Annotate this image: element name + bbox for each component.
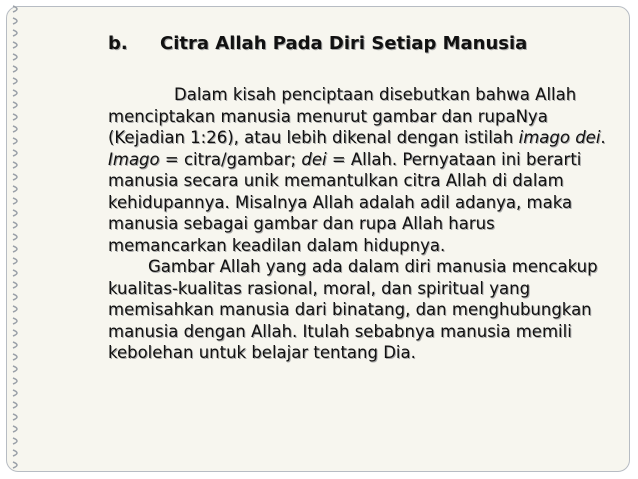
paragraph-1 — [108, 84, 608, 256]
paragraph-1-part-2: . — [600, 128, 606, 147]
heading-title: Citra Allah Pada Diri Setiap Manusia — [160, 33, 528, 54]
paragraph-1-part-1: Dalam kisah penciptaan disebutkan bahwa Allah menciptakan manusia menurut gambar dan rupaNya (Kejadian 1:26), atau lebih dikenal dengan istilah — [108, 85, 577, 147]
paragraph-2: Gambar Allah yang ada dalam diri manusia mencakup kualitas-kualitas rasional, moral, dan spiritual yang memisahkan manusia dari binatang, dan menghubungkan manusia dengan Allah. Itulah sebabnya manusia memili kebolehan untuk belajar tentang Dia. — [108, 257, 598, 362]
slide-content — [108, 32, 608, 364]
term-imago: imago — [518, 128, 570, 147]
term-imago-definition: Imago — [108, 149, 160, 169]
paragraph-1-part-3: = citra/gambar; — [159, 149, 302, 169]
term-dei-definition: dei — [301, 149, 327, 169]
heading-letter: b. — [108, 33, 128, 54]
spiral-binding-icon — [10, 0, 24, 479]
term-dei: dei — [575, 128, 601, 147]
slide-heading — [108, 32, 608, 56]
paragraph-1-part-4: = Allah. Pernyataan ini berarti manusia secara unik memantulkan citra Allah di dalam kehidupannya. Misalnya Allah adalah adil adanya, maka manusia sebagai gambar dan rupa Allah harus memancarkan keadilan dalam hidupnya. — [108, 149, 582, 255]
